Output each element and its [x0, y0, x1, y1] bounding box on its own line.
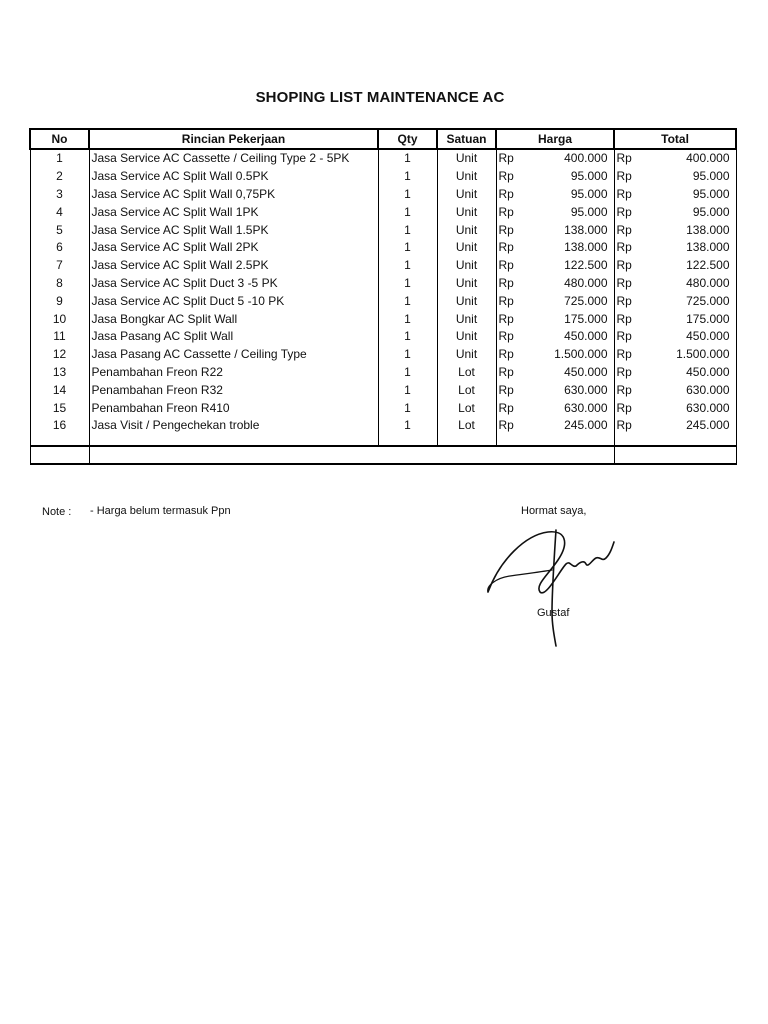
table-row — [30, 186, 736, 204]
row-description: Jasa Service AC Split Wall 1.5PK — [89, 221, 378, 239]
row-qty: 1 — [378, 399, 437, 417]
row-unit: Lot — [437, 364, 496, 382]
row-no: 13 — [30, 364, 89, 382]
row-price: 630.000 — [524, 399, 614, 417]
row-total-currency: Rp — [614, 275, 642, 293]
row-price-currency: Rp — [496, 364, 524, 382]
row-description: Jasa Pasang AC Split Wall — [89, 328, 378, 346]
row-description: Jasa Visit / Pengechekan troble — [89, 417, 378, 435]
row-price-currency: Rp — [496, 310, 524, 328]
table-row — [30, 310, 736, 328]
spacer-cell — [89, 435, 378, 446]
row-total: 1.500.000 — [642, 346, 736, 364]
row-price-currency: Rp — [496, 149, 524, 168]
row-price-currency: Rp — [496, 417, 524, 435]
note-label: Note : — [42, 506, 72, 518]
row-no: 16 — [30, 417, 89, 435]
row-unit: Unit — [437, 257, 496, 275]
total-desc-cell — [89, 446, 614, 464]
row-total-currency: Rp — [614, 149, 642, 168]
spacer-cell — [30, 435, 89, 446]
row-total: 400.000 — [642, 149, 736, 168]
row-price-currency: Rp — [496, 346, 524, 364]
spacer-cell — [378, 435, 437, 446]
row-price: 400.000 — [524, 149, 614, 168]
row-price-currency: Rp — [496, 399, 524, 417]
row-no: 8 — [30, 275, 89, 293]
row-description: Jasa Service AC Cassette / Ceiling Type 2 - 5PK — [89, 149, 378, 168]
row-price: 450.000 — [524, 328, 614, 346]
row-total: 95.000 — [642, 168, 736, 186]
row-no: 14 — [30, 381, 89, 399]
row-description: Jasa Service AC Split Wall 1PK — [89, 203, 378, 221]
row-price: 630.000 — [524, 381, 614, 399]
row-no: 3 — [30, 186, 89, 204]
row-price-currency: Rp — [496, 239, 524, 257]
signature-name: Gustaf — [537, 607, 570, 619]
table-row — [30, 239, 736, 257]
table-row — [30, 292, 736, 310]
row-qty: 1 — [378, 275, 437, 293]
price-list-table — [29, 128, 737, 465]
row-unit: Unit — [437, 168, 496, 186]
table-row — [30, 168, 736, 186]
table-row — [30, 381, 736, 399]
note-text: - Harga belum termasuk Ppn — [90, 505, 231, 517]
row-qty: 1 — [378, 381, 437, 399]
row-description: Penambahan Freon R32 — [89, 381, 378, 399]
row-price: 1.500.000 — [524, 346, 614, 364]
row-total: 630.000 — [642, 399, 736, 417]
row-price: 95.000 — [524, 186, 614, 204]
row-total-currency: Rp — [614, 346, 642, 364]
row-qty: 1 — [378, 149, 437, 168]
spacer-cell — [496, 435, 524, 446]
row-total: 245.000 — [642, 417, 736, 435]
row-unit: Unit — [437, 203, 496, 221]
table-row — [30, 149, 736, 168]
row-description: Penambahan Freon R410 — [89, 399, 378, 417]
row-unit: Unit — [437, 328, 496, 346]
row-price: 175.000 — [524, 310, 614, 328]
row-description: Jasa Service AC Split Wall 2.5PK — [89, 257, 378, 275]
table-header — [30, 129, 736, 149]
row-unit: Lot — [437, 417, 496, 435]
row-no: 10 — [30, 310, 89, 328]
row-total-currency: Rp — [614, 168, 642, 186]
row-total-currency: Rp — [614, 417, 642, 435]
row-total-currency: Rp — [614, 328, 642, 346]
row-total-currency: Rp — [614, 203, 642, 221]
row-price-currency: Rp — [496, 221, 524, 239]
row-qty: 1 — [378, 221, 437, 239]
row-price-currency: Rp — [496, 381, 524, 399]
document-title: SHOPING LIST MAINTENANCE AC — [255, 89, 505, 106]
table-footer — [30, 446, 736, 464]
row-price: 480.000 — [524, 275, 614, 293]
row-description: Jasa Bongkar AC Split Wall — [89, 310, 378, 328]
row-description: Jasa Pasang AC Cassette / Ceiling Type — [89, 346, 378, 364]
row-qty: 1 — [378, 310, 437, 328]
signature-greeting: Hormat saya, — [521, 505, 587, 517]
row-unit: Unit — [437, 239, 496, 257]
row-unit: Lot — [437, 399, 496, 417]
row-qty: 1 — [378, 328, 437, 346]
row-description: Jasa Service AC Split Duct 5 -10 PK — [89, 292, 378, 310]
row-total-currency: Rp — [614, 399, 642, 417]
row-total: 138.000 — [642, 239, 736, 257]
row-total: 450.000 — [642, 364, 736, 382]
row-total: 122.500 — [642, 257, 736, 275]
total-value-cell — [614, 446, 736, 464]
row-total: 480.000 — [642, 275, 736, 293]
header-unit: Satuan — [437, 129, 496, 149]
row-price-currency: Rp — [496, 328, 524, 346]
spacer-cell — [437, 435, 496, 446]
row-total: 95.000 — [642, 186, 736, 204]
row-price: 122.500 — [524, 257, 614, 275]
row-unit: Unit — [437, 186, 496, 204]
row-description: Jasa Service AC Split Duct 3 -5 PK — [89, 275, 378, 293]
row-price: 245.000 — [524, 417, 614, 435]
row-total-currency: Rp — [614, 364, 642, 382]
row-total: 175.000 — [642, 310, 736, 328]
row-unit: Unit — [437, 221, 496, 239]
total-no-cell — [30, 446, 89, 464]
row-qty: 1 — [378, 292, 437, 310]
row-unit: Unit — [437, 310, 496, 328]
row-total-currency: Rp — [614, 239, 642, 257]
table-row — [30, 275, 736, 293]
row-qty: 1 — [378, 239, 437, 257]
row-price: 95.000 — [524, 168, 614, 186]
row-price: 138.000 — [524, 221, 614, 239]
row-description: Jasa Service AC Split Wall 2PK — [89, 239, 378, 257]
row-qty: 1 — [378, 168, 437, 186]
table-row — [30, 417, 736, 435]
table-row — [30, 221, 736, 239]
row-price-currency: Rp — [496, 168, 524, 186]
row-no: 11 — [30, 328, 89, 346]
row-qty: 1 — [378, 186, 437, 204]
row-unit: Unit — [437, 292, 496, 310]
row-no: 15 — [30, 399, 89, 417]
spacer-cell — [524, 435, 614, 446]
row-no: 2 — [30, 168, 89, 186]
row-no: 1 — [30, 149, 89, 168]
row-total-currency: Rp — [614, 310, 642, 328]
row-total-currency: Rp — [614, 381, 642, 399]
row-unit: Unit — [437, 346, 496, 364]
row-unit: Unit — [437, 149, 496, 168]
row-total: 95.000 — [642, 203, 736, 221]
row-qty: 1 — [378, 417, 437, 435]
row-price: 725.000 — [524, 292, 614, 310]
row-price-currency: Rp — [496, 203, 524, 221]
row-total-currency: Rp — [614, 292, 642, 310]
row-qty: 1 — [378, 257, 437, 275]
table-row — [30, 257, 736, 275]
row-total: 630.000 — [642, 381, 736, 399]
row-description: Jasa Service AC Split Wall 0.5PK — [89, 168, 378, 186]
row-no: 9 — [30, 292, 89, 310]
total-row — [30, 446, 736, 464]
spacer-cell — [642, 435, 736, 446]
row-no: 4 — [30, 203, 89, 221]
table-row — [30, 364, 736, 382]
table-row — [30, 203, 736, 221]
header-total: Total — [614, 129, 736, 149]
row-total-currency: Rp — [614, 257, 642, 275]
row-price-currency: Rp — [496, 186, 524, 204]
row-price-currency: Rp — [496, 275, 524, 293]
row-price: 450.000 — [524, 364, 614, 382]
row-price-currency: Rp — [496, 257, 524, 275]
row-description: Jasa Service AC Split Wall 0,75PK — [89, 186, 378, 204]
header-description: Rincian Pekerjaan — [89, 129, 378, 149]
row-unit: Unit — [437, 275, 496, 293]
row-total-currency: Rp — [614, 186, 642, 204]
table-row — [30, 399, 736, 417]
row-total: 138.000 — [642, 221, 736, 239]
row-no: 12 — [30, 346, 89, 364]
header-qty: Qty — [378, 129, 437, 149]
row-total-currency: Rp — [614, 221, 642, 239]
row-description: Penambahan Freon R22 — [89, 364, 378, 382]
row-price: 138.000 — [524, 239, 614, 257]
row-total: 725.000 — [642, 292, 736, 310]
row-unit: Lot — [437, 381, 496, 399]
row-qty: 1 — [378, 203, 437, 221]
row-total: 450.000 — [642, 328, 736, 346]
table-body — [30, 149, 736, 446]
row-qty: 1 — [378, 346, 437, 364]
row-qty: 1 — [378, 364, 437, 382]
row-price: 95.000 — [524, 203, 614, 221]
table-row — [30, 328, 736, 346]
spacer-cell — [614, 435, 642, 446]
header-price: Harga — [496, 129, 614, 149]
row-price-currency: Rp — [496, 292, 524, 310]
row-no: 7 — [30, 257, 89, 275]
row-no: 6 — [30, 239, 89, 257]
row-no: 5 — [30, 221, 89, 239]
header-no: No — [30, 129, 89, 149]
table-row — [30, 346, 736, 364]
spacer-row — [30, 435, 736, 446]
handwritten-signature — [480, 520, 630, 650]
